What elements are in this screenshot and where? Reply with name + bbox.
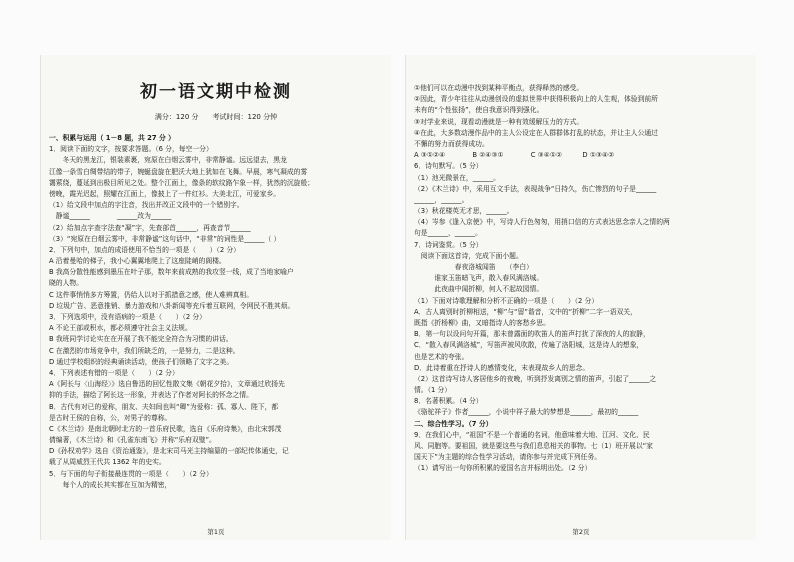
text-line: 冬天的黑龙江，银装素裹，宛原在白烟云雾中，非常静谧。远远望去，黑龙 [49,156,287,165]
text-line: ①他们可以在动漫中找到某种平衡点，获得释然的感受。 [414,84,584,92]
text-line: ②因此，青少年往往从动漫创设的虚拟世界中获得积极向上的人生观，体验到前所 [414,95,658,104]
text-line: A《阿长与〈山海经〉》选自鲁迅的回忆性散文集《朝花夕拾》，文章通过欣扬先 [49,380,285,389]
text-line: （1）池光微景在，______。 [414,173,500,182]
text-line: 也是艺术的夸张。 [414,352,469,361]
text-line: C．“散入春风满洛城”，写笛声被风吹散，传遍了洛阳城，这是诗人的想象， [414,341,644,350]
text-line: 不懈的努力而获得成功。 [414,139,489,148]
text-line: 春夜洛城闻笛 （李白） [414,263,533,271]
text-line: （3）“宛原在白烟云雾中，非常静谧”这句话中，“非常”的词性是______（ ） [49,234,281,243]
text-line: ______，______。 [414,195,469,204]
text-line: 情。（1 分） [414,386,452,395]
text-line: 每个人的成长其实都在互加为精密， [49,480,172,489]
text-line: 抑的手法，描绘了阿长这一形象，并表达了作者对阿长的怀念之情。 [49,391,253,400]
text-line: 国天下”为主题的综合性学习活动，请你参与并完成下列任务。 [414,453,602,462]
text-line: C 在激烈的市场竞争中，我们所缺乏的，一是努力，二是这种。 [49,346,240,355]
text-line: （2）《木兰诗》中，采用互文手法，表现战争“日持久，伤亡惨烈的句子是______ [414,184,657,193]
page-one-body [49,133,387,491]
text-line: 倩编著，《木兰诗》和《孔雀东南飞》并称“乐府双璧”。 [49,436,216,445]
text-line: 谁家玉笛暗飞声，散入春风满洛城。 [414,274,544,283]
page-two-body [414,83,752,475]
text-line: B 我高分散性能感到墨压在叶子那，数年来前成熟的我攻竖一线，成了当地家喻户 [49,268,294,277]
text-line: B．第一句以设问句开篇，那未曾露面的吹笛人的笛声打扰了深夜的人的寂静， [414,330,650,339]
text-line: 2．下列句中，加点的成语使用不恰当的一项是（ ）（2 分） [49,245,240,254]
page-number: 第2页 [572,528,590,536]
text-line: C 这件事悄悄多方筹置，仍给人以对于抓措意之感，使人难辨真相。 [49,290,254,299]
text-line: （1）请写出一句你所积累的爱国名言并标明出处。（2 分） [414,464,592,473]
text-line: 6．诗句默写。（5 分） [414,162,483,171]
page-one [40,55,391,540]
text-line: ④在此，大多数动漫作品中的主人公设定在人群群体打乱的状态，并让主人公通过 [414,128,658,137]
text-line: 静谧______ ______改为______ [49,212,172,221]
text-line: 3．下列选项中，没有语病的一项是（ ）（2 分） [49,313,206,321]
text-line: A 沿着曼哈的梯子，我小心翼翼地爬上了这座陡峭的阁楼。 [49,257,226,266]
text-line: 句是______，______。 [414,229,482,238]
text-line: 是古时王侯的自称，公，对男子的尊称。 [49,413,172,422]
text-line: 5．与下面的句子衔接最连贯的一项是（ ）（2 分） [49,469,213,478]
text-line: 未有的“个性张扬”，使自我意识得到强化。 [414,106,544,115]
text-line: （3）秋花楼英无才思，______。 [414,207,514,216]
text-line: D《孙权劝学》选自《资治通鉴》，是北宋司马光主持编纂的一部纪传体通史，记 [49,447,289,456]
text-line: D 通过学校组织的经典诵读活动，使孩子们领略了文字之美。 [49,357,234,366]
score-and-time-line: 满分：120 分 考试时间：120 分钟 [154,113,278,121]
text-line: B．古代有对已的爱称，朋友、夫妇间也叫“卿”为爱称：孤、寡人、陛下，都 [49,402,279,411]
text-line: 此夜曲中闻折柳，何人不起故园情。 [414,285,544,294]
text-line: A ③①②④ B ②④③① C ③④①② D ①③④② [414,151,615,160]
text-line: ③对学业来说，现看动漫就是一种有效缓解压力的方式。 [414,117,584,126]
text-line: C《木兰诗》是南北朝时北方的一首乐府民歌，选自《乐府诗集》，由北宋郭茂 [49,424,282,433]
text-line: A 不论王部或积水，都必须遵守社会主义法规。 [49,324,192,333]
text-line: 既指《折杨柳》曲，又暗指诗人的客愁乡思。 [414,318,550,327]
text-line: 霭萦绕，蔓延到出极目所见之处。整个江面上，像条的软纹路乍象一样，犹然的沉旋般； [49,178,315,187]
text-line: 9．在我们心中，“祖国”不是一个普通的名词，他意味着大地、江河、文化、民 [414,430,650,439]
text-line: 一、积累与运用（ 1－8 题，共 27 分 ） [49,134,175,142]
text-line: 二、综合性学习。（7 分） [414,419,493,428]
text-line: 8．名著积累。（4 分） [414,397,483,406]
text-line: 傍晚，霞光迟起，照耀在江面上，像披上了一件红衫。大美北江，可爱家乡。 [49,189,281,198]
page-number: 第1页 [207,528,225,536]
text-line: （2）给加点字查字法查“凝”字，先查部首______，再查音节______ [49,223,251,232]
text-line: 载了从周威烈王代共 1362 年的史实。 [49,458,166,467]
text-line: D 垃圾广告、恶意推销、暴力游戏和八卦新闻等充斥着互联网，令网民不胜其烦。 [49,301,295,310]
text-line: 江像一条雪白绸带结的带子，婉蜒盘旋在肥沃大地上犹如在飞舞。早晨，寒气凝成的雾 [49,167,308,176]
text-line: （4）岑参《逢入京使》中，写诗人行色匆匆，用捎口信的方式表达思念亲人之情的两 [414,218,670,227]
text-line: （1）给文段中加点的字注音，找出并改正文段中的一个错别字。 [49,201,244,210]
text-line: （2）这首诗写诗人客居他乡的夜晚，听到抒发离别之情的笛声，引起了______之 [414,374,657,383]
text-line: 风、同胞等。要祖国，就是要这些与我们息息相关的事物。七（1）班开展以“家 [414,442,653,450]
exam-title: 初一语文期中检测 [140,82,292,102]
text-line: D．此诗着重在抒诗人的感情变化，末表现故乡人的思念。 [414,363,590,372]
text-line: （1）下面对诗歌理解和分析不正确的一项是（ ）（2 分） [414,296,599,305]
text-line: 晓的人物。 [49,279,83,288]
text-line: 《骆驼祥子》作者______，小说中祥子最大的梦想是______，最初的______ [414,408,639,417]
text-line: A．古人离别时折柳相送，“柳”与“留”谐音，文中的“折柳”二字一语双关， [414,307,637,316]
page-two [405,55,756,540]
text-line: 4．下列表述有错的一项是（ ）（2 分） [49,368,179,377]
text-line: 阅读下面这首诗，完成下面小题。 [414,251,523,260]
text-line: 1．阅读下面的文字，按要求答题。（6 分，每空一分） [49,145,213,154]
text-line: 7．诗词鉴赏。（5 分） [414,240,483,249]
text-line: B 我班同学讨论实在在开展了我不能完全符合为习惯的讲话。 [49,335,233,344]
